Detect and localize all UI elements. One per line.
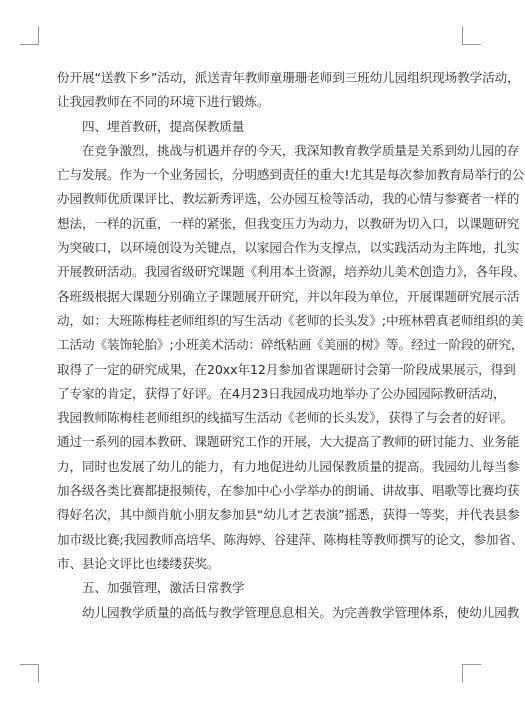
section-heading: 五、加强管理，激活日常教学 — [57, 580, 245, 596]
text-line: 得好名次，其中颜肖航小朋友参加县“幼儿才艺表演”摇悉，获得一等奖，并代表县参 — [57, 507, 520, 523]
text-line: 开展教研活动。我园省级研究课题《利用本土资源，培养幼儿美术创造力》，各年段、 — [57, 264, 525, 280]
text-line: 取得了一定的研究成果，在20xx年12月参加省课题研讨会第一阶段成果展示，得到 — [57, 361, 516, 377]
text-line: 了专家的肯定，获得了好评。在4月23日我园成功地举办了公办园园际教研活动， — [57, 385, 506, 401]
text-line: 为突破口，以环境创设为关键点，以家园合作为支撑点，以实践活动为主阵地，扎实 — [57, 240, 520, 256]
crop-mark-top-left — [20, 26, 39, 45]
text-line: 市、县论文评比也缕缕获奖。 — [57, 555, 220, 571]
crop-mark-top-right — [462, 26, 481, 45]
text-line: 通过一系列的园本教研、课题研究工作的开展，大大提高了教师的研讨能力、业务能 — [57, 434, 520, 450]
text-line: 幼儿园教学质量的高低与教学管理息息相关。为完善教学管理体系，使幼儿园教 — [57, 604, 520, 620]
text-line: 我园教师陈梅桂老师组织的线描写生活动《老师的长头发》，获得了与会者的好评。 — [57, 410, 513, 426]
crop-mark-bottom-right — [462, 664, 481, 683]
text-line: 力，同时也发展了幼儿的能力，有力地促进幼儿园保教质量的提高。我园幼儿每当参 — [57, 458, 520, 474]
section-heading: 四、埋首教研，提高保教质量 — [57, 118, 245, 134]
text-line: 想法，一样的沉重，一样的紧张，但我变压力为动力，以教研为切入口，以课题研究 — [57, 215, 520, 231]
crop-mark-bottom-left — [20, 664, 39, 683]
text-line: 亡与发展。作为一个业务园长，分明感到责任的重大!尤其是每次参加教育局举行的公 — [57, 167, 525, 183]
text-line: 加各级各类比赛都捷报频传，在参加中心小学举办的朗诵、讲故事、唱歌等比赛均获 — [57, 483, 520, 499]
text-line: 在竞争激烈，挑战与机遇并存的今天，我深知教育教学质量是关系到幼儿园的存 — [57, 142, 520, 158]
text-line: 让我园教师在不同的环境下进行锻炼。 — [57, 94, 270, 110]
text-line: 工活动《装饰轮胎》;小班美术活动：碎纸粘画《美丽的树》等。经过一阶段的研究， — [57, 337, 524, 353]
text-line: 办园教师优质课评比、教坛新秀评选，公办园互检等活动，我的心情与参赛者一样的 — [57, 191, 520, 207]
text-line: 加市级比赛;我园教师高培华、陈海婷、谷建萍、陈梅桂等教师撰写的论文，参加省、 — [57, 531, 524, 547]
document-body — [57, 66, 525, 625]
text-line: 份开展“送教下乡”活动，派送青年教师童珊珊老师到三班幼儿园组织现场教学活动， — [57, 70, 520, 85]
text-line: 各班级根据大课题分别确立子课题展开研究，并以年段为单位，开展课题研究展示活 — [57, 288, 520, 304]
text-line: 动，如：大班陈梅桂老师组织的写生活动《老师的长头发》;中班林碧真老师组织的美 — [57, 312, 524, 328]
